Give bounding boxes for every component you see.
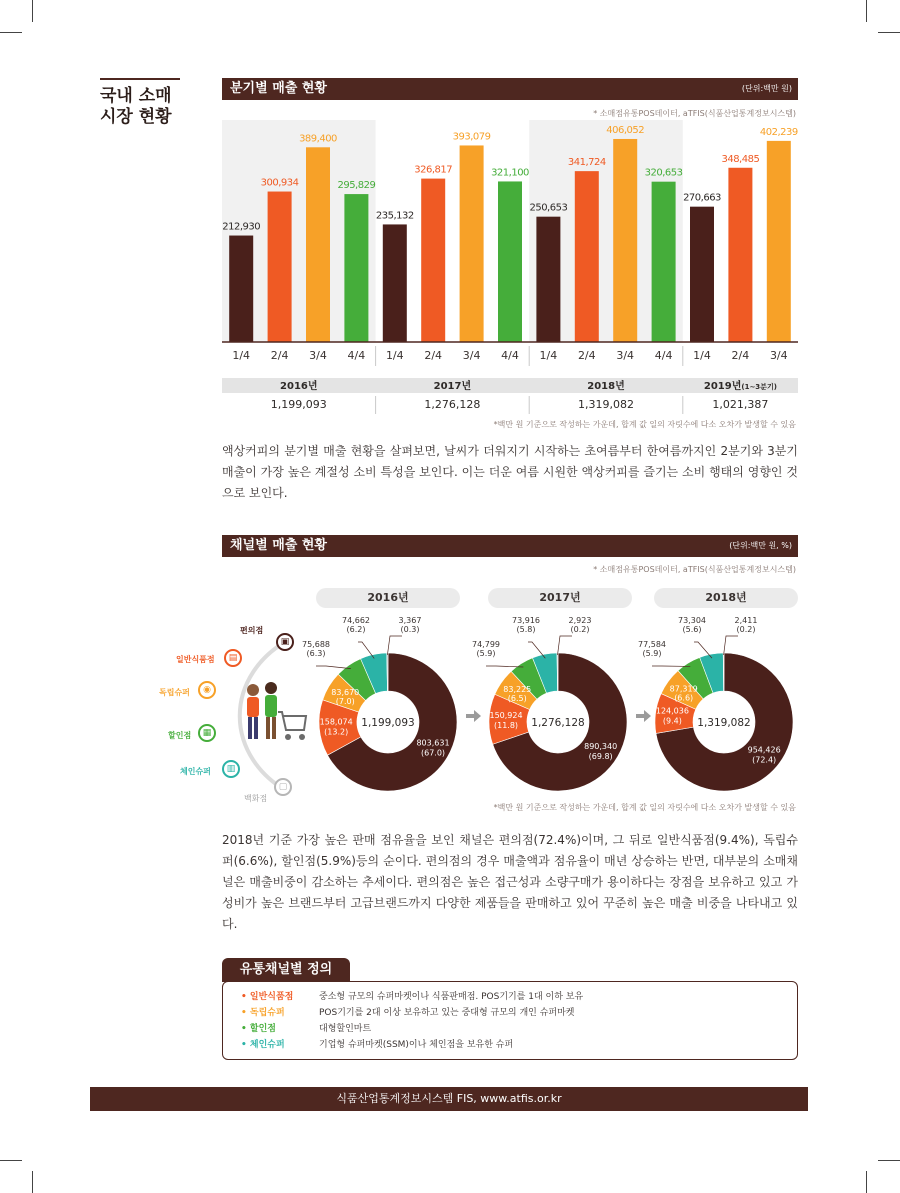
x-tick-label: 2/4 [577,349,596,362]
bar [613,139,637,342]
slice-value-label: 73,916 [512,616,540,625]
leader-line [387,636,402,655]
definition-desc: POS기기를 2대 이상 보유하고 있는 중대형 규모의 개인 슈퍼마켓 [319,1008,575,1018]
page-heading-rule [100,78,180,80]
x-tick-label: 3/4 [769,349,788,362]
year-pill-2016: 2016년 [316,588,460,608]
bar-value-label: 250,653 [529,202,568,214]
crop-mark [0,1160,22,1161]
footer-text: 식품산업통계정보시스템 FIS, www.atfis.or.kr [336,1092,562,1105]
bar-value-label: 389,400 [299,133,337,145]
x-tick-label: 2/4 [424,349,443,362]
x-tick-label: 1/4 [539,349,558,362]
quarterly-note: *백만 원 기준으로 작성하는 가운데, 합계 값 일의 자릿수에 다소 오차가 발생할 수 있음 [493,420,796,429]
slice-pct-label: (13.2) [324,727,349,737]
legend-general: 일반식품점 [176,655,215,664]
slice-value-label: 75,688 [302,640,330,649]
legend-independent: 독립슈퍼 [159,688,190,697]
slice-value-label: 83,225 [503,684,532,694]
definition-key: • 할인점 [241,1024,276,1034]
channel-note: *백만 원 기준으로 작성하는 가운데, 합계 값 일의 자릿수에 다소 오차가 발생할 수 있음 [493,803,796,812]
bar [652,182,676,342]
bar-value-label: 326,817 [414,164,453,176]
bar-value-label: 402,239 [759,126,798,138]
slice-value-label: 83,670 [331,688,360,698]
department-store-icon: ▢ [274,778,292,796]
definition-key-text: 체인슈퍼 [249,1040,285,1050]
bar-value-label: 406,052 [606,124,645,136]
channel-donut-charts [300,612,810,810]
channel-unit: (단위:백만 원, %) [729,541,792,550]
quarterly-source: * 소매점유통POS데이터, aTFIS(식품산업통계정보시스템) [593,109,796,118]
group-year-label: 2019년(1~3분기) [703,381,777,392]
bar [690,207,714,342]
bar [728,168,752,342]
x-tick-label: 2/4 [270,349,289,362]
bar-value-label: 393,079 [452,131,491,143]
slice-pct-label: (6.5) [507,693,527,703]
slice-pct-label: (6.6) [674,693,694,703]
legend-discount: 할인점 [168,731,192,740]
page-heading-line1: 국내 소매 [100,86,172,106]
bar [383,224,407,342]
year-pill-2018: 2018년 [654,588,798,608]
channel-source: * 소매점유통POS데이터, aTFIS(식품산업통계정보시스템) [593,565,796,574]
x-tick-label: 3/4 [309,349,327,362]
slice-pct-label: (67.0) [420,748,446,758]
x-tick-label: 2/4 [731,349,750,362]
general-food-store-icon: ▤ [224,649,242,667]
slice-value-label: 87,319 [669,684,698,694]
crop-mark [0,32,22,33]
year-pill-2017: 2017년 [488,588,632,608]
quarterly-title: 분기별 매출 현황 [230,81,327,96]
definition-key-text: 독립슈퍼 [249,1008,285,1018]
crop-mark [866,1171,867,1193]
x-tick-label: 4/4 [654,349,673,362]
group-year-label: 2016년 [280,381,318,392]
independent-super-icon: ◉ [198,681,216,699]
bar [575,171,599,342]
bar-value-label: 348,485 [721,153,760,165]
definition-key: • 독립슈퍼 [241,1008,285,1018]
bar [306,147,330,342]
leader-line [724,636,738,655]
slice-value-label: 2,411 [734,616,758,625]
x-tick-label: 3/4 [462,349,481,362]
footer [90,1087,808,1111]
slice-value-label: 77,584 [638,640,666,649]
slice-pct-label: (11.8) [494,720,519,730]
slice-value-label: 74,799 [472,640,500,649]
group-total-label: 1,199,093 [270,398,327,411]
bar-value-label: 320,653 [644,167,683,179]
x-tick-label: 4/4 [347,349,366,362]
definitions-box [222,981,798,1060]
bar [268,192,292,342]
quarterly-paragraph: 액상커피의 분기별 매출 현황을 살펴보면, 날씨가 더워지기 시작하는 초여름부터 한여름까지인 2분기와 3분기 매출이 가장 높은 계절성 소비 특성을 보인다. 이는 더운 여름 시원한 액상커피를 즐기는 소비 행태의 영향인 것으로 보인다. [222,444,798,500]
slice-value-label: 74,662 [342,616,370,625]
bar-value-label: 270,663 [683,192,721,204]
group-total-label: 1,319,082 [578,398,634,411]
definition-key-text: 할인점 [249,1024,276,1034]
group-year-note: (1~3분기) [741,383,777,391]
group-year-label: 2018년 [587,381,625,392]
slice-pct-label: (69.8) [588,752,613,762]
x-tick-label: 1/4 [232,349,251,362]
bar-value-label: 235,132 [375,210,414,222]
arrow-icon [636,710,651,722]
slice-pct-label: (5.8) [516,625,536,634]
discount-store-icon: ▦ [198,724,216,742]
slice-pct-label: (5.9) [642,649,662,658]
bar-value-label: 321,100 [491,167,529,179]
slice-value-label: 803,631 [416,738,450,748]
slice-value-label: 124,036 [655,706,689,716]
bar [460,145,484,342]
channel-section-bar [222,535,798,557]
slice-pct-label: (72.4) [752,755,777,765]
arrow-icon [466,710,481,722]
definition-key: • 일반식품점 [241,992,294,1002]
slice-value-label: 73,304 [678,616,706,625]
definition-key: • 체인슈퍼 [241,1040,285,1050]
page-heading-line2: 시장 현황 [100,107,172,127]
definition-desc: 기업형 슈퍼마켓(SSM)이나 체인점을 보유한 슈퍼 [319,1040,514,1050]
slice-pct-label: (7.0) [335,697,355,707]
bar [536,217,560,342]
quarterly-unit: (단위:백만 원) [741,84,792,93]
legend-convenience: 편의점 [240,626,264,635]
crop-mark [878,32,900,33]
shoppers-illustration [240,682,308,746]
donut-slice [723,653,724,691]
x-tick-label: 1/4 [693,349,711,362]
legend-department: 백화점 [244,794,268,803]
definition-key-text: 일반식품점 [249,992,294,1002]
bar [498,181,522,342]
quarterly-bar-chart [222,120,798,425]
x-tick-label: 3/4 [616,349,635,362]
quarterly-section-bar [222,78,798,100]
bar [344,194,368,342]
definition-desc: 대형할인마트 [319,1024,372,1034]
leader-line [558,636,572,655]
definition-desc: 중소형 규모의 슈퍼마켓이나 식품판매점. POS기기를 1대 이하 보유 [319,992,584,1002]
slice-pct-label: (5.6) [682,625,702,634]
donut-total-label: 1,276,128 [531,717,585,729]
legend-chain: 체인슈퍼 [180,767,211,776]
slice-value-label: 890,340 [584,742,618,752]
slice-pct-label: (6.3) [306,649,326,658]
donut-total-label: 1,319,082 [697,717,751,729]
page-heading [100,86,172,128]
slice-value-label: 158,074 [319,717,353,727]
slice-pct-label: (0.3) [400,625,420,634]
crop-mark [32,1171,33,1193]
slice-value-label: 2,923 [568,616,592,625]
group-total-label: 1,021,387 [712,398,769,411]
definitions-tab [222,958,350,982]
bar-value-label: 341,724 [567,157,606,169]
slice-pct-label: (5.9) [476,649,496,658]
bar [767,141,791,342]
crop-mark [878,1160,900,1161]
group-year-label: 2017년 [433,381,472,392]
x-tick-label: 1/4 [385,349,404,362]
bar-value-label: 295,829 [337,180,376,192]
slice-value-label: 3,367 [398,616,422,625]
x-tick-label: 4/4 [501,349,519,362]
slice-pct-label: (0.2) [570,625,590,634]
bar-value-label: 300,934 [260,177,299,189]
slice-pct-label: (6.2) [346,625,366,634]
slice-value-label: 954,426 [747,745,781,755]
bar [229,236,253,342]
bar-value-label: 212,930 [222,221,261,233]
crop-mark [866,0,867,22]
channel-title: 채널별 매출 현황 [230,538,327,553]
donut-total-label: 1,199,093 [361,717,415,729]
chain-super-icon: ▥ [222,760,240,778]
crop-mark [32,0,33,22]
bar [421,179,445,342]
slice-pct-label: (0.2) [736,625,756,634]
slice-value-label: 150,924 [489,710,523,720]
group-total-label: 1,276,128 [424,398,481,411]
definitions-title: 유통채널별 정의 [239,962,333,977]
convenience-store-icon: ▣ [276,633,294,651]
slice-pct-label: (9.4) [662,716,682,726]
channel-paragraph: 2018년 기준 가장 높은 판매 점유율을 보인 채널은 편의점(72.4%)이며, 그 뒤로 일반식품점(9.4%), 독립슈퍼(6.6%), 할인점(5.9%)등의 순이다. 편의점의 경우 매출액과 점유율이 매년 상승하는 반면, 대부분의 소매채널은 매출비중이 감소하는 추세이다. 편의점은 높은 접근성과 소량구매가 용이하다는 장점을 보유하고 있고 가성비가 높은 브랜드부터 고급브랜드까지 다양한 제품들을 판매하고 있어 꾸준히 높은 매출 비중을 나타내고 있다. [222,833,798,931]
